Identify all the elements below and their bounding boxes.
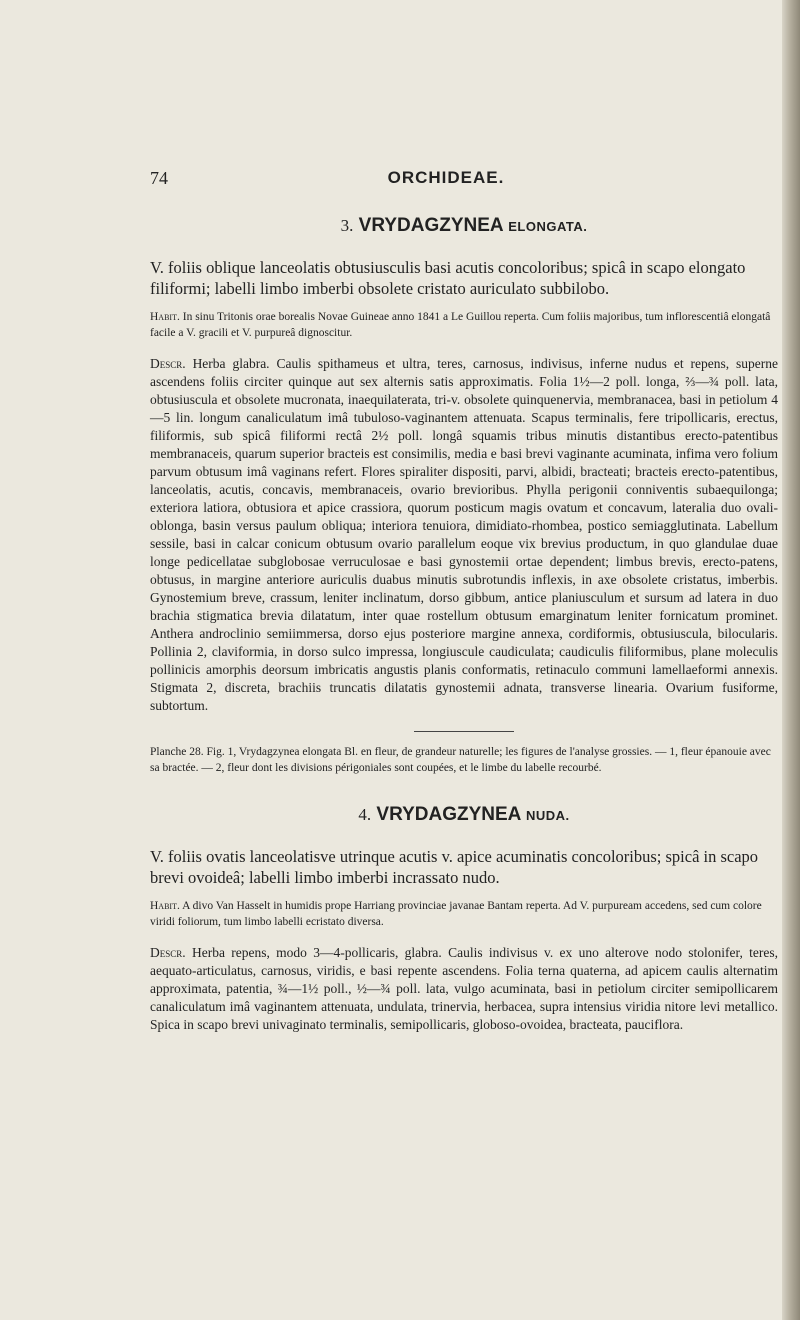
species-title bbox=[150, 215, 778, 237]
description-text: Herba repens, modo 3—4-pollicaris, glabra. Caulis indivisus v. ex uno alterove nodo stolonifer, teres, aequato-articulatus, carnosus, viridis, e basi repente ascendens. Folia terna quaterna, ad apicem caulis alternatim approximata, patentia, ¾—1½ poll., ½—¾ poll. lata, vulgo acuminata, basi in petiolum circiter semipollicarem canaliculatum imâ vaginantem attenuata, undulata, trinervia, herbacea, supra intensius viridia nitore levi metallico. Spica in scapo brevi univaginato terminalis, semipollicaris, globoso-ovoidea, bracteata, pauciflora. bbox=[150, 945, 779, 1032]
page-edge bbox=[782, 0, 800, 1320]
habitat-paragraph bbox=[150, 309, 778, 341]
description-text: Herba glabra. Caulis spithameus et ultra, teres, carnosus, indivisus, inferne nudus et repens, superne ascendens foliis circiter quinque aut sex alternis satis approximatis. Folia 1½—2 poll. longa, ⅔—¾ poll. lata, obtusiuscula et obsolete mucronata, inaequilaterata, tri-v. obsolete quinquenervia, membranacea, basi in petiolum 4—5 lin. longum canaliculatum imâ tubuloso-vaginantem attenuata. Scapus terminalis, fere tripollicaris, erectus, filiformis, sub spicâ filiformi rectâ 2½ poll. longâ squamis tribus minutis distantibus erecto-patentibus membranaceis, quarum superior bracteis est consimilis, media e basi brevi vaginante acuminata, infima vero folium parvum obtusum imâ vaginans refert. Flores spiraliter dispositi, parvi, albidi, bracteati; bracteis erecto-patentibus, lanceolatis, acutis, concavis, membranaceis, ovario brevioribus. Phylla perigonii conniventis subaequilonga; exteriora latiora, obtusiora et apice crassiora, quorum posticum magis ovatum et concavum, lateralia duo ovali-oblonga, basin versus paulum obliqua; interiora tenuiora, dimidiato-rhombea, postico semiagglutinata. Labellum sessile, basi in calcar conicum obtusum ovario parallelum eoque vix brevius productum, in quo glandulae duae longe pedicellatae subglobosae verruculosae e basi gynostemii ortae dependent; limbus brevis, erecto-patens, obtusus, in margine anteriore auriculis duabus minutis subrotundis inflexis, in axe obsolete cristatus, imberbis. Gynostemium breve, crassum, leniter inclinatum, dorso gibbum, antice planiusculum et sursum ad latera in duo brachia stigmatica brevia dilatatum, inter quae rostellum obtusum emarginatum leniter fornicatum prominet. Anthera androclinio semiimmersa, dorso ejus posteriore margine annexa, cordiformis, obtusiuscula, bilocularis. Pollinia 2, claviformia, in dorso sulco impressa, longiuscule caudiculata; caudiculis filiformibus, plane moleculis pollinicis amorphis deorsum imbricatis angustis planis conformatis, retinaculo communi lamellaeformi annexis. Stigmata 2, discreta, brachiis truncatis dilatatis gynostemii adnata, transverse linearia. Ovarium fusiforme, subtortum. bbox=[150, 356, 779, 713]
species-number: 3. bbox=[340, 216, 354, 235]
habitat-label: Habit. bbox=[150, 311, 180, 323]
species-number: 4. bbox=[358, 805, 372, 824]
description-label: Descr. bbox=[150, 945, 186, 960]
description-label: Descr. bbox=[150, 356, 186, 371]
running-title: ORCHIDEAE. bbox=[387, 168, 505, 187]
habitat-text: In sinu Tritonis orae borealis Novae Guineae anno 1841 a Le Guillou reperta. Cum foliis majoribus, tum inflorescentiâ elongatâ facile a V. gracili et V. purpureâ dignoscitur. bbox=[150, 311, 771, 339]
habitat-label: Habit. bbox=[150, 900, 180, 912]
page-number: 74 bbox=[150, 168, 168, 188]
habitat-paragraph bbox=[150, 898, 778, 930]
species-genus: VRYDAGZYNEA bbox=[358, 215, 503, 236]
plate-caption: Planche 28. Fig. 1, Vrydagzynea elongata Bl. en fleur, de grandeur naturelle; les figures de l'analyse grossies. — 1, fleur épanouie avec sa bractée. — 2, fleur dont les divisions périgoniales sont coupées, et le limbe du labelle recourbé. bbox=[150, 746, 771, 774]
description-paragraph bbox=[150, 944, 778, 1034]
divider bbox=[414, 731, 514, 732]
description-paragraph bbox=[150, 355, 778, 715]
species-genus: VRYDAGZYNEA bbox=[376, 804, 521, 825]
species-epithet: NUDA. bbox=[525, 808, 570, 823]
page-content bbox=[150, 215, 778, 1034]
habitat-text: A divo Van Hasselt in humidis prope Harriang provinciae javanae Bantam reperta. Ad V. purpuream accedens, sed cum colore viridi foliorum, tum limbo labelli ecristato diversa. bbox=[150, 900, 762, 928]
species-diagnosis: V. foliis oblique lanceolatis obtusiusculis basi acutis concoloribus; spicâ in scapo elongato filiformi; labelli limbo imberbi obsolete cristato auriculato subbilobo. bbox=[150, 258, 746, 298]
species-title bbox=[150, 804, 778, 826]
species-epithet: ELONGATA. bbox=[508, 219, 588, 234]
species-diagnosis: V. foliis ovatis lanceolatisve utrinque acutis v. apice acuminatis concoloribus; spicâ in scapo brevi ovoideâ; labelli limbo imberbi incrassato nudo. bbox=[150, 847, 759, 887]
page-header bbox=[150, 168, 790, 198]
